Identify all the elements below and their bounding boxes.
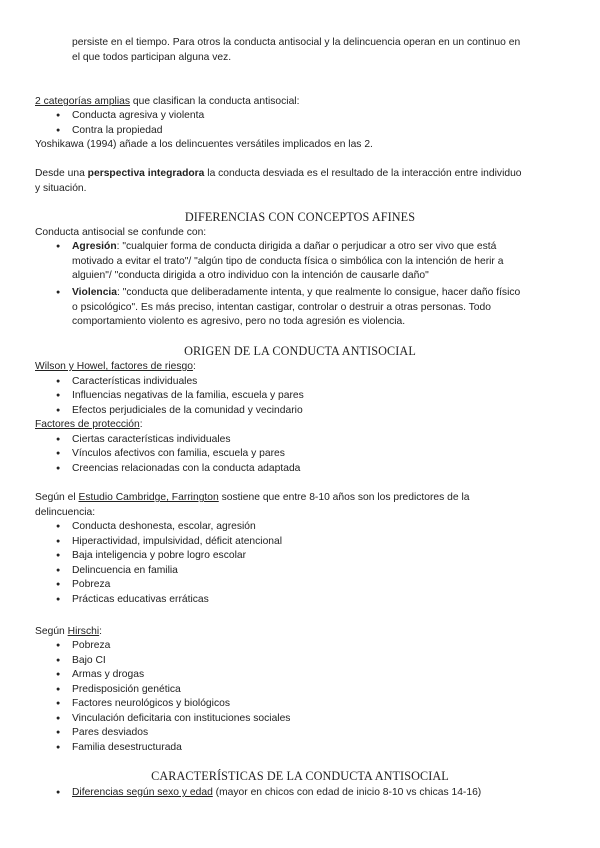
cambridge-line-1: [35, 491, 469, 505]
violencia-line-2: o psicológico". Es más preciso, intentan castigar, controlar o destruir a otras personas. Todo: [72, 302, 491, 313]
agresion-line-2: motivado a evitar el trato"/ "algún tipo de conducta física o simbólica con la intención de herir a: [72, 256, 504, 267]
list-item: ● Delincuencia en familia: [72, 564, 178, 578]
list-item: ● Vínculos afectivos con familia, escuela y pares: [72, 447, 285, 461]
perspectiva-post: la conducta desviada es el resultado de la interacción entre individuo: [204, 168, 522, 179]
cambridge-pre: Según el: [35, 492, 79, 503]
perspectiva-pre: Desde una: [35, 168, 88, 179]
list-item: ● Creencias relacionadas con la conducta adaptada: [72, 462, 300, 476]
list-item: ● Características individuales: [72, 375, 197, 389]
list-item: ● Familia desestructurada: [72, 741, 182, 755]
heading-origen: ORIGEN DE LA CONDUCTA ANTISOCIAL: [184, 344, 416, 358]
agresion-line-3: alguien"/ "conducta dirigida a otro individuo con la intención de causarle daño": [72, 270, 429, 281]
caracteristicas-rest: (mayor en chicos con edad de inicio 8-10 vs chicas 14-16): [212, 787, 482, 798]
hirschi-pre: Según: [35, 626, 68, 637]
list-item: ● Baja inteligencia y pobre logro escolar: [72, 549, 246, 563]
categorias-lead-rest: que clasifican la conducta antisocial:: [130, 96, 300, 107]
list-item: ● Influencias negativas de la familia, escuela y pares: [72, 389, 304, 403]
list-item: ● Contra la propiedad: [72, 124, 162, 138]
list-item: ● Vinculación deficitaria con instituciones sociales: [72, 712, 290, 726]
list-item: ● Armas y drogas: [72, 668, 144, 682]
diferencias-lead: Conducta antisocial se confunde con:: [35, 227, 207, 238]
perspectiva-line-1: [35, 167, 522, 181]
perspectiva-line-2: y situación.: [35, 183, 87, 194]
hirschi-lead: Según Hirschi:: [35, 626, 102, 637]
list-item: ● Pobreza: [72, 578, 110, 592]
yoshikawa-note: Yoshikawa (1994) añade a los delincuentes versátiles implicados en las 2.: [35, 139, 373, 150]
intro-line-1: persiste en el tiempo. Para otros la conducta antisocial y la delincuencia operan en un continuo en: [72, 37, 521, 48]
violencia-term: Violencia: [72, 287, 118, 298]
list-item: ● Prácticas educativas erráticas: [72, 593, 209, 607]
proteccion-lead: Factores de protección:: [35, 419, 143, 430]
list-item: ● Pares desviados: [72, 726, 148, 740]
heading-caracteristicas: CARACTERÍSTICAS DE LA CONDUCTA ANTISOCIAL: [151, 769, 449, 783]
perspectiva-bold: perspectiva integradora: [87, 168, 205, 179]
list-item: ● Pobreza: [72, 639, 110, 653]
list-item: ● Hiperactividad, impulsividad, déficit atencional: [72, 535, 282, 549]
caracteristicas-item: [72, 786, 481, 800]
list-item: ● Conducta deshonesta, escolar, agresión: [72, 520, 256, 534]
intro-line-2: el que todos participan alguna vez.: [72, 52, 232, 63]
caracteristicas-underline: Diferencias según sexo y edad: [72, 787, 213, 798]
violencia-line-1: [72, 286, 520, 300]
categorias-lead: [35, 95, 299, 109]
list-item: ● Predisposición genética: [72, 683, 181, 697]
agresion-line-1: [72, 240, 496, 254]
agresion-term: Agresión: [72, 241, 117, 252]
cambridge-post: sostiene que entre 8-10 años son los predictores de la: [218, 492, 470, 503]
list-item: ● Conducta agresiva y violenta: [72, 109, 204, 123]
proteccion-underline: Factores de protección: [35, 419, 140, 430]
hirschi-underline: Hirschi: [67, 626, 100, 637]
list-item: ● Bajo CI: [72, 654, 106, 668]
cambridge-underline: Estudio Cambridge, Farrington: [78, 492, 219, 503]
list-item: ● Factores neurológicos y biológicos: [72, 697, 230, 711]
agresion-def: : "cualquier forma de conducta dirigida a dañar o perjudicar a otro ser vivo que está: [116, 241, 497, 252]
riesgo-lead: Wilson y Howel, factores de riesgo:: [35, 361, 196, 372]
categorias-underline: 2 categorías amplias: [35, 96, 131, 107]
cambridge-line-2: delincuencia:: [35, 507, 96, 518]
violencia-def: : "conducta que deliberadamente intenta, y que realmente lo consigue, hacer daño físico: [117, 287, 521, 298]
riesgo-underline: Wilson y Howel, factores de riesgo: [35, 361, 193, 372]
list-item: ● Ciertas características individuales: [72, 433, 231, 447]
heading-diferencias: DIFERENCIAS CON CONCEPTOS AFINES: [184, 210, 416, 224]
violencia-line-3: comportamiento violento es agresivo, pero no toda agresión es violencia.: [72, 316, 406, 327]
list-item: ● Efectos perjudiciales de la comunidad y vecindario: [72, 404, 303, 418]
